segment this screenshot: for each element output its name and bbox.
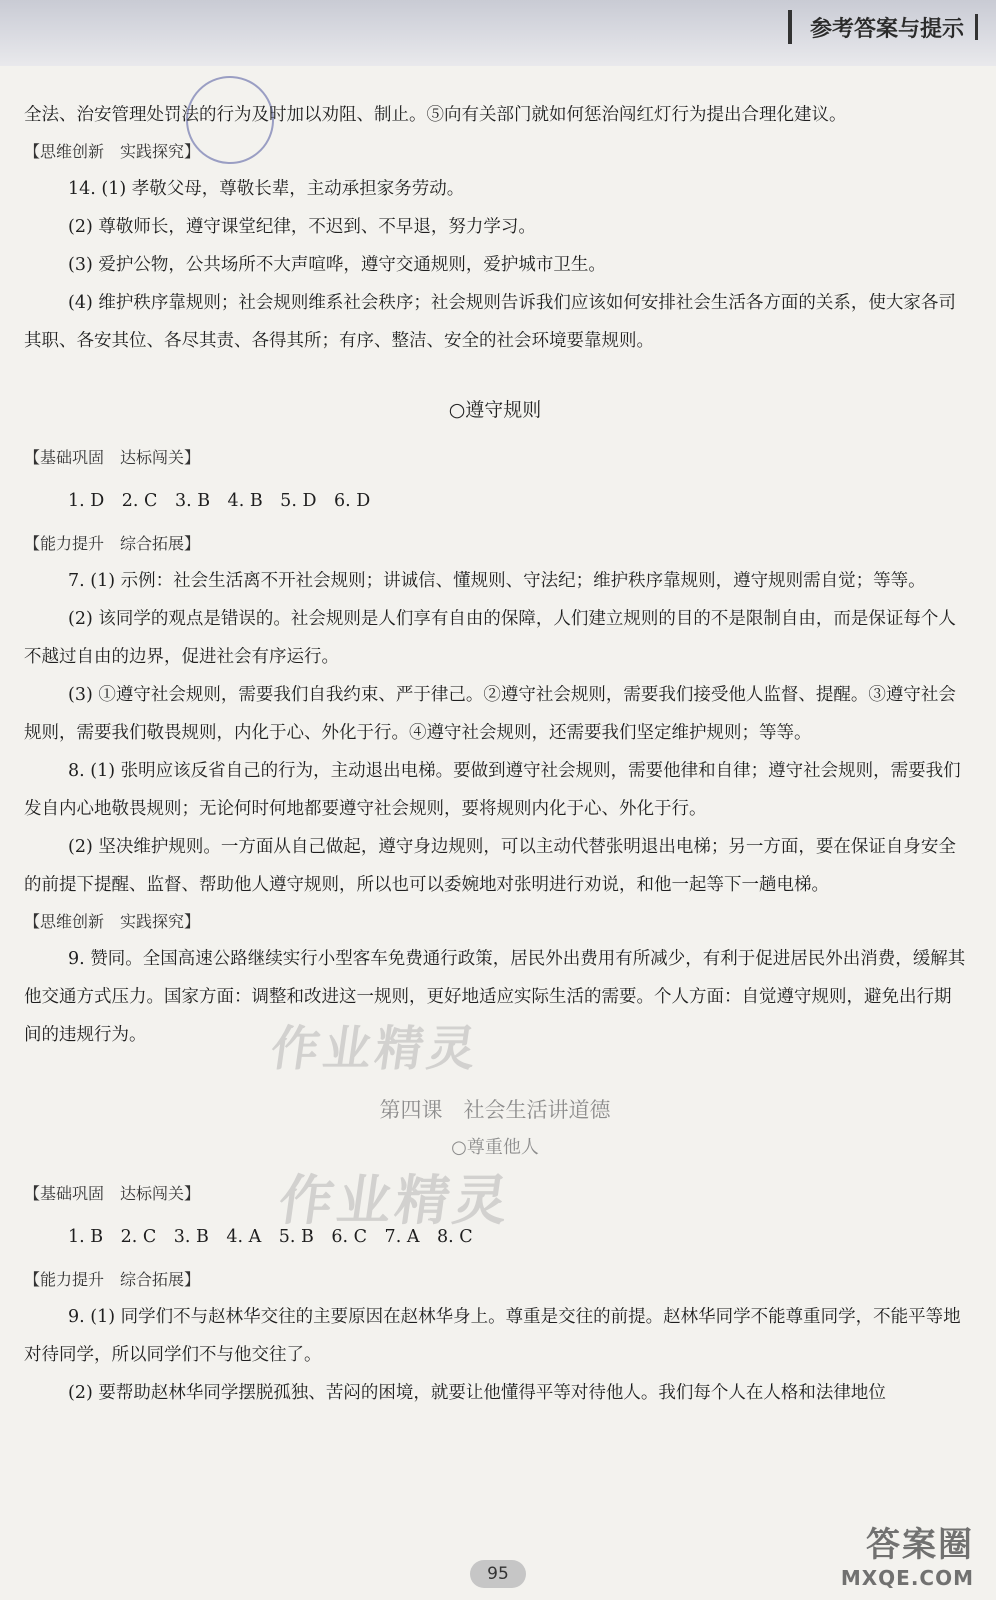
answer-line: (3) ①遵守社会规则，需要我们自我约束、严于律己。②遵守社会规则，需要我们接受他人监督、提醒。③遵守社会规则，需要我们敬畏规则，内化于心、外化于行。④遵守社会规则，还需要我们坚定维护规则；等等。 <box>24 685 956 743</box>
choice-answers: 1. B 2. C 3. B 4. A 5. B 6. C 7. A 8. C <box>68 1227 473 1247</box>
header-title: 参考答案与提示 <box>788 10 978 44</box>
lesson-title: 第四课 社会生活讲道德 <box>379 1098 611 1122</box>
answer-line: (2) 要帮助赵林华同学摆脱孤独、苦闷的困境，就要让他懂得平等对待他人。我们每个人在人格和法律地位 <box>68 1383 886 1403</box>
answer-line: 14. (1) 孝敬父母，尊敬长辈，主动承担家务劳动。 <box>68 179 465 199</box>
section-label: 【思维创新 实践探究】 <box>24 142 201 161</box>
watermark: 作业精灵 <box>267 1021 484 1077</box>
section-label: 【基础巩固 达标闯关】 <box>24 448 201 467</box>
answer-line: (2) 坚决维护规则。一方面从自己做起，遵守身边规则，可以主动代替张明退出电梯；另一方面，要在保证自身安全的前提下提醒、监督、帮助他人遵守规则，所以也可以委婉地对张明进行劝说，和他一起等下一趟电梯。 <box>24 837 956 895</box>
corner-logo-main: 答案圈 <box>866 1525 974 1565</box>
answer-line: (2) 尊敬师长，遵守课堂纪律，不迟到、不早退，努力学习。 <box>68 217 536 237</box>
answer-line: 9. 赞同。全国高速公路继续实行小型客车免费通行政策，居民外出费用有所减少，有利于促进居民外出消费，缓解其他交通方式压力。国家方面：调整和改进这一规则，更好地适应实际生活的需要。个人方面：自觉遵守规则，避免出行期间的违规行为。 <box>24 949 966 1045</box>
answer-line: 9. (1) 同学们不与赵林华交往的主要原因在赵林华身上。尊重是交往的前提。赵林华同学不能尊重同学，不能平等地对待同学，所以同学们不与他交往了。 <box>24 1307 961 1365</box>
choice-answers: 1. D 2. C 3. B 4. B 5. D 6. D <box>68 491 371 511</box>
answer-line: (2) 该同学的观点是错误的。社会规则是人们享有自由的保障，人们建立规则的目的不是限制自由，而是保证每个人不越过自由的边界，促进社会有序运行。 <box>24 609 956 667</box>
answer-line: 8. (1) 张明应该反省自己的行为，主动退出电梯。要做到遵守社会规则，需要他律和自律；遵守社会规则，需要我们发自内心地敬畏规则；无论何时何地都要遵守社会规则，要将规则内化于心、外化于行。 <box>24 761 961 819</box>
watermark: 作业精灵 <box>275 1169 516 1232</box>
corner-logo <box>834 1480 974 1590</box>
section-label: 【能力提升 综合拓展】 <box>24 534 201 553</box>
corner-logo-sub: MXQE.COM <box>840 1566 974 1590</box>
answer-line: 7. (1) 示例：社会生活离不开社会规则；讲诚信、懂规则、守法纪；维护秩序靠规则，遵守规则需自觉；等等。 <box>68 571 926 591</box>
section-label: 【能力提升 综合拓展】 <box>24 1270 201 1289</box>
answer-line: (4) 维护秩序靠规则；社会规则维系社会秩序；社会规则告诉我们应该如何安排社会生活各方面的关系，使大家各司其职、各安其位、各尽其责、各得其所；有序、整洁、安全的社会环境要靠规则。 <box>24 293 956 351</box>
answer-line: (3) 爱护公物，公共场所不大声喧哗，遵守交通规则，爱护城市卫生。 <box>68 255 606 275</box>
section-label: 【思维创新 实践探究】 <box>24 912 201 931</box>
section-title: ○尊重他人 <box>451 1137 539 1158</box>
answer-line: 全法、治安管理处罚法的行为及时加以劝阻、制止。⑤向有关部门就如何惩治闯红灯行为提出合理化建议。 <box>24 105 847 125</box>
page-number: 95 <box>470 1560 526 1588</box>
section-label: 【基础巩固 达标闯关】 <box>24 1184 201 1203</box>
section-title: ○遵守规则 <box>448 399 542 421</box>
